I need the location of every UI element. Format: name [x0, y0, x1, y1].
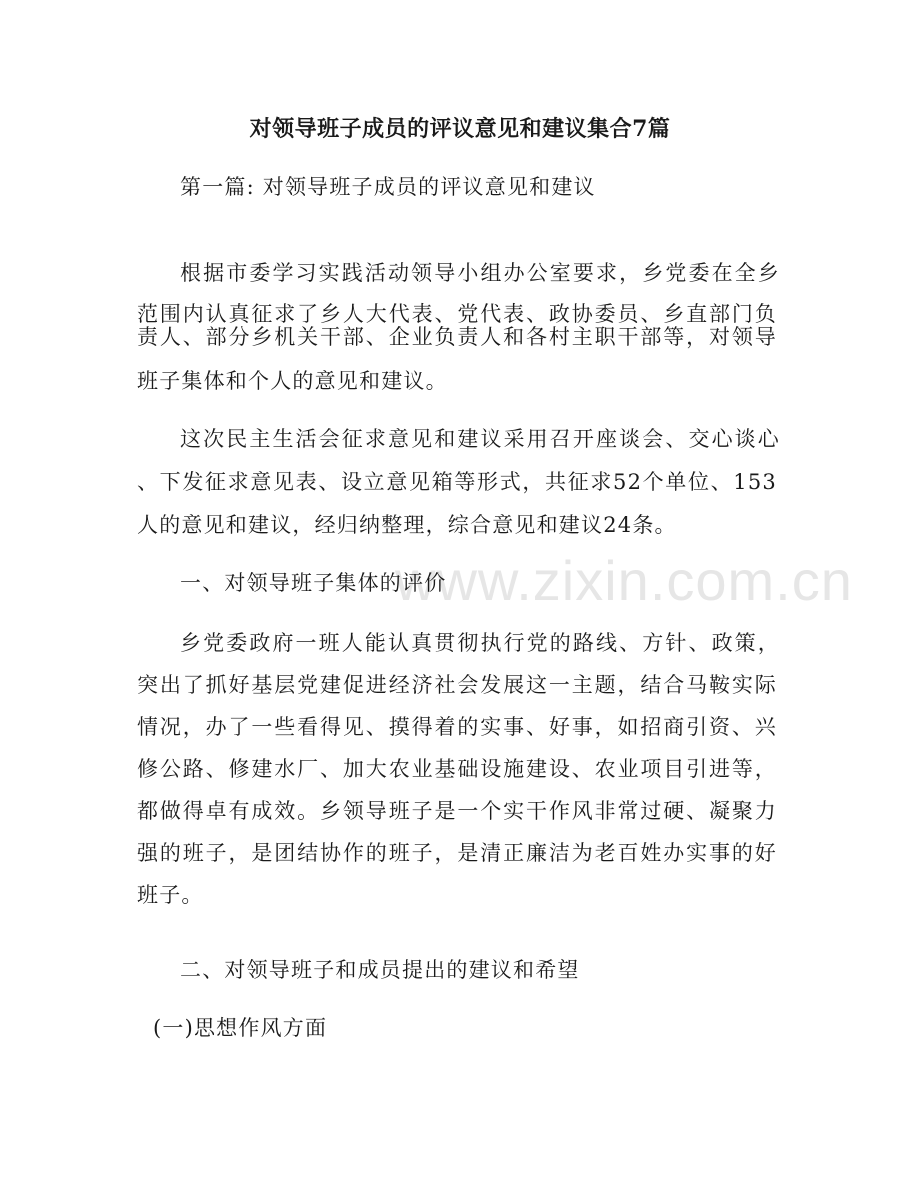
paragraph-line: 班子。 [137, 883, 204, 907]
watermark: www.zixin.com.cn [395, 549, 853, 612]
paragraph-line: 班子集体和个人的意见和建议。 [137, 369, 448, 393]
paragraph-line: 根据市委学习实践活动领导小组办公室要求，乡党委在全乡 [180, 261, 780, 285]
subsection-heading: (一)思想作风方面 [153, 1016, 328, 1040]
section-heading: 一、对领导班子集体的评价 [180, 571, 447, 595]
section-heading: 第一篇: 对领导班子成员的评议意见和建议 [180, 175, 596, 199]
paragraph-line: 责人、部分乡机关干部、企业负责人和各村主职干部等，对领导 [137, 325, 777, 349]
paragraph-line: 范围内认真征求了乡人大代表、党代表、政协委员、乡直部门负 [137, 302, 777, 326]
paragraph-line: 修公路、修建水厂、加大农业基础设施建设、农业项目引进等， [137, 757, 777, 781]
paragraph-line: 这次民主生活会征求意见和建议采用召开座谈会、交心谈心 [180, 427, 780, 451]
paragraph-line: 强的班子，是团结协作的班子，是清正廉洁为老百姓办实事的好 [137, 841, 777, 865]
paragraph-line: 、下发征求意见表、设立意见箱等形式，共征求52个单位、153 [137, 470, 777, 494]
paragraph-line: 人的意见和建议，经归纳整理，综合意见和建议24条。 [137, 513, 677, 537]
paragraph-line: 乡党委政府一班人能认真贯彻执行党的路线、方针、政策， [180, 631, 780, 655]
section-heading: 二、对领导班子和成员提出的建议和希望 [180, 958, 580, 982]
paragraph-line: 突出了抓好基层党建促进经济社会发展这一主题，结合马鞍实际 [137, 673, 777, 697]
paragraph-line: 都做得卓有成效。乡领导班子是一个实干作风非常过硬、凝聚力 [137, 799, 777, 823]
paragraph-line: 情况，办了一些看得见、摸得着的实事、好事，如招商引资、兴 [137, 715, 777, 739]
document-title: 对领导班子成员的评议意见和建议集合7篇 [249, 116, 671, 142]
